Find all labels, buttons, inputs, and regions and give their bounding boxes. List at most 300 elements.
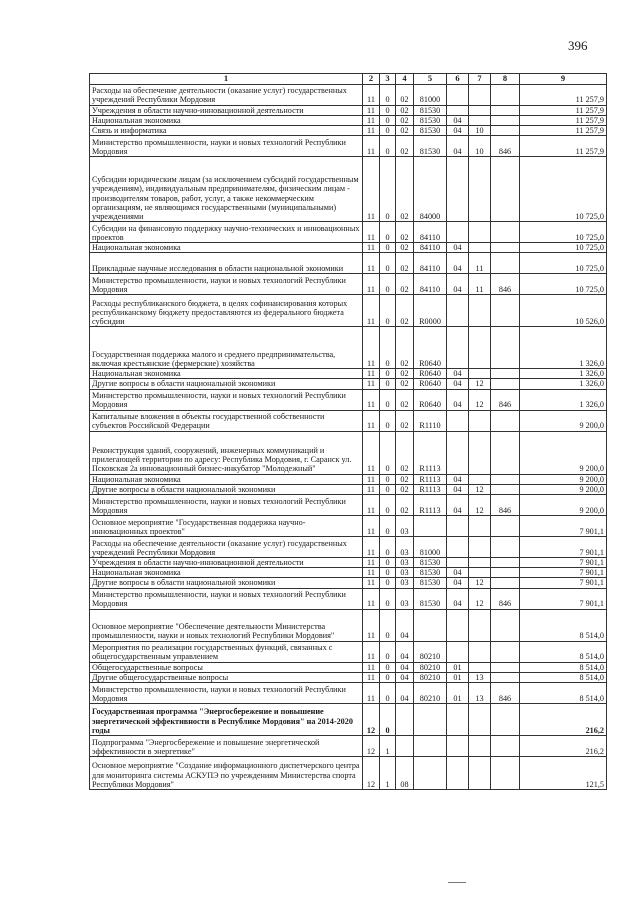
subchapter-code-cell: [469, 537, 491, 558]
table-row: [90, 474, 607, 484]
chapter-code-cell: 04: [447, 136, 469, 157]
event-code-cell: 04: [396, 641, 414, 662]
amount-cell: 1 326,0: [520, 379, 607, 389]
table-row: [90, 274, 607, 295]
chapter-code-cell: [447, 431, 469, 474]
expense-code-cell: [414, 703, 447, 735]
column-header: 2: [363, 74, 380, 85]
chapter-code-cell: 04: [447, 474, 469, 484]
amount-cell: 10 725,0: [520, 253, 607, 274]
expense-code-cell: 81000: [414, 84, 447, 105]
subprogram-code-cell: 0: [380, 495, 396, 516]
ministry-code-cell: [491, 672, 520, 682]
event-code-cell: 03: [396, 568, 414, 578]
expense-code-cell: 80210: [414, 682, 447, 703]
subprogram-code-cell: 0: [380, 641, 396, 662]
subprogram-code-cell: 0: [380, 222, 396, 243]
ministry-code-cell: [491, 157, 520, 222]
subprogram-code-cell: 0: [380, 474, 396, 484]
subchapter-code-cell: 12: [469, 495, 491, 516]
subchapter-code-cell: [469, 641, 491, 662]
row-name-cell: Министерство промышленности, науки и новых технологий Республики Мордовия: [90, 588, 363, 609]
event-code-cell: 02: [396, 295, 414, 327]
section-code-cell: 11: [363, 274, 380, 295]
chapter-code-cell: 04: [447, 568, 469, 578]
event-code-cell: 02: [396, 125, 414, 135]
section-code-cell: 11: [363, 125, 380, 135]
row-name-cell: Национальная экономика: [90, 568, 363, 578]
event-code-cell: 03: [396, 558, 414, 568]
chapter-code-cell: [447, 410, 469, 431]
chapter-code-cell: [447, 558, 469, 568]
table-row: [90, 253, 607, 274]
expense-code-cell: 84110: [414, 253, 447, 274]
column-header: 8: [491, 74, 520, 85]
amount-cell: 9 200,0: [520, 495, 607, 516]
subprogram-code-cell: 0: [380, 484, 396, 494]
subchapter-code-cell: 13: [469, 682, 491, 703]
event-code-cell: 04: [396, 609, 414, 641]
table-row: [90, 588, 607, 609]
section-code-cell: 11: [363, 537, 380, 558]
expense-code-cell: 81530: [414, 578, 447, 588]
subprogram-code-cell: 0: [380, 157, 396, 222]
chapter-code-cell: [447, 703, 469, 735]
row-name-cell: Расходы на обеспечение деятельности (оказание услуг) государственных учреждений Республики Мордовия: [90, 537, 363, 558]
row-name-cell: Другие вопросы в области национальной экономики: [90, 379, 363, 389]
subchapter-code-cell: 12: [469, 578, 491, 588]
page-mark: [448, 882, 466, 883]
table-row: [90, 609, 607, 641]
subprogram-code-cell: 0: [380, 558, 396, 568]
ministry-code-cell: [491, 662, 520, 672]
event-code-cell: [396, 703, 414, 735]
section-code-cell: 11: [363, 157, 380, 222]
event-code-cell: 02: [396, 495, 414, 516]
ministry-code-cell: [491, 327, 520, 369]
row-name-cell: Национальная экономика: [90, 369, 363, 379]
section-code-cell: 11: [363, 641, 380, 662]
chapter-code-cell: [447, 735, 469, 756]
subchapter-code-cell: [469, 662, 491, 672]
section-code-cell: 11: [363, 115, 380, 125]
section-code-cell: 11: [363, 682, 380, 703]
expense-code-cell: [414, 756, 447, 789]
ministry-code-cell: 846: [491, 274, 520, 295]
table-row: [90, 379, 607, 389]
expense-code-cell: 81530: [414, 115, 447, 125]
amount-cell: 10 725,0: [520, 222, 607, 243]
subchapter-code-cell: 10: [469, 136, 491, 157]
row-name-cell: Расходы республиканского бюджета, в целях софинансирования которых республиканскому бюджету предоставляются из федерального бюджета субсидии: [90, 295, 363, 327]
chapter-code-cell: 04: [447, 274, 469, 295]
table-row: [90, 295, 607, 327]
ministry-code-cell: 846: [491, 136, 520, 157]
subprogram-code-cell: 0: [380, 115, 396, 125]
expense-code-cell: [414, 735, 447, 756]
ministry-code-cell: [491, 243, 520, 253]
row-name-cell: Основное мероприятие "Государственная поддержка научно-инновационных проектов": [90, 516, 363, 537]
section-code-cell: 11: [363, 495, 380, 516]
event-code-cell: 02: [396, 136, 414, 157]
table-row: [90, 125, 607, 135]
table-row: [90, 558, 607, 568]
row-name-cell: Министерство промышленности, науки и новых технологий Республики Мордовия: [90, 495, 363, 516]
section-code-cell: 11: [363, 136, 380, 157]
event-code-cell: 02: [396, 222, 414, 243]
amount-cell: 7 901,1: [520, 516, 607, 537]
amount-cell: 8 514,0: [520, 609, 607, 641]
row-name-cell: Капитальные вложения в объекты государственной собственности субъектов Российской Федерации: [90, 410, 363, 431]
row-name-cell: Основное мероприятие "Обеспечение деятельности Министерства промышленности, науки и новых технологий Республики Мордовия": [90, 609, 363, 641]
amount-cell: 8 514,0: [520, 641, 607, 662]
subchapter-code-cell: 13: [469, 672, 491, 682]
table-row: [90, 516, 607, 537]
ministry-code-cell: [491, 578, 520, 588]
section-code-cell: 11: [363, 369, 380, 379]
table-row: [90, 105, 607, 115]
subchapter-code-cell: [469, 327, 491, 369]
expense-code-cell: 80210: [414, 672, 447, 682]
amount-cell: 216,2: [520, 703, 607, 735]
chapter-code-cell: 04: [447, 243, 469, 253]
subprogram-code-cell: 0: [380, 682, 396, 703]
ministry-code-cell: 846: [491, 389, 520, 410]
subprogram-code-cell: 1: [380, 735, 396, 756]
event-code-cell: 02: [396, 327, 414, 369]
section-code-cell: 11: [363, 516, 380, 537]
expense-code-cell: 81530: [414, 125, 447, 135]
amount-cell: 8 514,0: [520, 672, 607, 682]
ministry-code-cell: [491, 558, 520, 568]
expense-code-cell: 81000: [414, 537, 447, 558]
chapter-code-cell: [447, 295, 469, 327]
table-row: [90, 662, 607, 672]
ministry-code-cell: [491, 735, 520, 756]
chapter-code-cell: [447, 641, 469, 662]
expense-code-cell: R0640: [414, 389, 447, 410]
event-code-cell: 02: [396, 243, 414, 253]
page-number: 396: [568, 38, 588, 53]
column-header: 7: [469, 74, 491, 85]
chapter-code-cell: [447, 756, 469, 789]
expense-code-cell: R1113: [414, 484, 447, 494]
expense-code-cell: 84000: [414, 157, 447, 222]
expense-code-cell: R0640: [414, 369, 447, 379]
subprogram-code-cell: 0: [380, 389, 396, 410]
chapter-code-cell: 04: [447, 484, 469, 494]
row-name-cell: Другие общегосударственные вопросы: [90, 672, 363, 682]
table-row: [90, 410, 607, 431]
subchapter-code-cell: [469, 243, 491, 253]
expense-code-cell: R0640: [414, 379, 447, 389]
section-code-cell: 11: [363, 568, 380, 578]
ministry-code-cell: [491, 222, 520, 243]
subprogram-code-cell: 0: [380, 568, 396, 578]
ministry-code-cell: [491, 568, 520, 578]
ministry-code-cell: [491, 253, 520, 274]
event-code-cell: 02: [396, 369, 414, 379]
amount-cell: 9 200,0: [520, 410, 607, 431]
section-code-cell: 11: [363, 431, 380, 474]
subprogram-code-cell: 0: [380, 84, 396, 105]
row-name-cell: Национальная экономика: [90, 243, 363, 253]
table-row: [90, 682, 607, 703]
event-code-cell: 02: [396, 105, 414, 115]
ministry-code-cell: [491, 295, 520, 327]
row-name-cell: Государственная поддержка малого и среднего предпринимательства, включая крестьянские (фермерские) хозяйства: [90, 327, 363, 369]
amount-cell: 9 200,0: [520, 431, 607, 474]
expense-code-cell: 84110: [414, 222, 447, 243]
amount-cell: 11 257,9: [520, 105, 607, 115]
amount-cell: 1 326,0: [520, 327, 607, 369]
row-name-cell: Основное мероприятие "Создание информационного диспетчерского центра для мониторинга системы АСКУПЭ по учреждениям Министерства спорта Республики Мордовия": [90, 756, 363, 789]
subprogram-code-cell: 0: [380, 369, 396, 379]
expense-code-cell: R1113: [414, 431, 447, 474]
subchapter-code-cell: [469, 558, 491, 568]
section-code-cell: 12: [363, 703, 380, 735]
subchapter-code-cell: [469, 410, 491, 431]
subprogram-code-cell: 0: [380, 672, 396, 682]
section-code-cell: 11: [363, 474, 380, 484]
ministry-code-cell: 846: [491, 495, 520, 516]
chapter-code-cell: [447, 84, 469, 105]
row-name-cell: Связь и информатика: [90, 125, 363, 135]
table-row: [90, 578, 607, 588]
expense-code-cell: R0640: [414, 327, 447, 369]
row-name-cell: Министерство промышленности, науки и новых технологий Республики Мордовия: [90, 136, 363, 157]
subchapter-code-cell: [469, 568, 491, 578]
subchapter-code-cell: [469, 431, 491, 474]
subprogram-code-cell: 0: [380, 410, 396, 431]
section-code-cell: 11: [363, 295, 380, 327]
table-header-row: [90, 74, 607, 85]
expense-code-cell: R1110: [414, 410, 447, 431]
chapter-code-cell: 04: [447, 588, 469, 609]
subprogram-code-cell: 0: [380, 516, 396, 537]
section-code-cell: 11: [363, 410, 380, 431]
chapter-code-cell: 01: [447, 672, 469, 682]
event-code-cell: 02: [396, 474, 414, 484]
amount-cell: 11 257,9: [520, 136, 607, 157]
subchapter-code-cell: [469, 703, 491, 735]
amount-cell: 7 901,1: [520, 537, 607, 558]
table-row: [90, 243, 607, 253]
amount-cell: 10 526,0: [520, 295, 607, 327]
column-header: 3: [380, 74, 396, 85]
subchapter-code-cell: [469, 735, 491, 756]
section-code-cell: 12: [363, 735, 380, 756]
subprogram-code-cell: 0: [380, 609, 396, 641]
table-row: [90, 703, 607, 735]
subprogram-code-cell: 0: [380, 703, 396, 735]
column-header: 9: [520, 74, 607, 85]
amount-cell: 8 514,0: [520, 682, 607, 703]
chapter-code-cell: [447, 537, 469, 558]
row-name-cell: Мероприятия по реализации государственных функций, связанных с общегосударственным управлением: [90, 641, 363, 662]
row-name-cell: Национальная экономика: [90, 115, 363, 125]
ministry-code-cell: 846: [491, 588, 520, 609]
subchapter-code-cell: [469, 84, 491, 105]
event-code-cell: 04: [396, 662, 414, 672]
amount-cell: 11 257,9: [520, 125, 607, 135]
subchapter-code-cell: [469, 369, 491, 379]
event-code-cell: 02: [396, 484, 414, 494]
amount-cell: 10 725,0: [520, 243, 607, 253]
chapter-code-cell: 04: [447, 379, 469, 389]
event-code-cell: 02: [396, 157, 414, 222]
budget-table: [89, 73, 607, 790]
amount-cell: 7 901,1: [520, 588, 607, 609]
subprogram-code-cell: 0: [380, 253, 396, 274]
expense-code-cell: 80210: [414, 641, 447, 662]
subprogram-code-cell: 0: [380, 295, 396, 327]
event-code-cell: 03: [396, 578, 414, 588]
ministry-code-cell: 846: [491, 682, 520, 703]
subprogram-code-cell: 0: [380, 125, 396, 135]
expense-code-cell: 84110: [414, 274, 447, 295]
table-row: [90, 735, 607, 756]
ministry-code-cell: [491, 641, 520, 662]
amount-cell: 8 514,0: [520, 662, 607, 672]
section-code-cell: 12: [363, 756, 380, 789]
event-code-cell: 03: [396, 516, 414, 537]
subprogram-code-cell: 0: [380, 379, 396, 389]
ministry-code-cell: [491, 756, 520, 789]
table-row: [90, 756, 607, 789]
subchapter-code-cell: [469, 756, 491, 789]
subprogram-code-cell: 0: [380, 578, 396, 588]
ministry-code-cell: [491, 379, 520, 389]
subprogram-code-cell: 0: [380, 136, 396, 157]
amount-cell: 10 725,0: [520, 274, 607, 295]
row-name-cell: Общегосударственные вопросы: [90, 662, 363, 672]
event-code-cell: 02: [396, 379, 414, 389]
event-code-cell: 03: [396, 537, 414, 558]
section-code-cell: 11: [363, 327, 380, 369]
event-code-cell: 04: [396, 682, 414, 703]
chapter-code-cell: 04: [447, 369, 469, 379]
section-code-cell: 11: [363, 243, 380, 253]
section-code-cell: 11: [363, 484, 380, 494]
section-code-cell: 11: [363, 609, 380, 641]
subprogram-code-cell: 0: [380, 243, 396, 253]
table-row: [90, 327, 607, 369]
amount-cell: 9 200,0: [520, 484, 607, 494]
chapter-code-cell: 04: [447, 115, 469, 125]
row-name-cell: Национальная экономика: [90, 474, 363, 484]
subchapter-code-cell: 12: [469, 484, 491, 494]
table-row: [90, 84, 607, 105]
subchapter-code-cell: 12: [469, 588, 491, 609]
subprogram-code-cell: 0: [380, 588, 396, 609]
section-code-cell: 11: [363, 662, 380, 672]
ministry-code-cell: [491, 516, 520, 537]
ministry-code-cell: [491, 115, 520, 125]
section-code-cell: 11: [363, 558, 380, 568]
amount-cell: 11 257,9: [520, 115, 607, 125]
amount-cell: 9 200,0: [520, 474, 607, 484]
event-code-cell: 03: [396, 588, 414, 609]
subchapter-code-cell: [469, 115, 491, 125]
row-name-cell: Субсидии юридическим лицам (за исключением субсидий государственным учреждениям), индивидуальным предпринимателям, физическим лицам - производителям товаров, работ, услуг, а также некоммерческим организациям, не являющимся государственными (муниципальными) учреждениями: [90, 157, 363, 222]
amount-cell: 10 725,0: [520, 157, 607, 222]
row-name-cell: Учреждения в области научно-инновационной деятельности: [90, 105, 363, 115]
section-code-cell: 11: [363, 578, 380, 588]
column-header: 1: [90, 74, 363, 85]
chapter-code-cell: [447, 327, 469, 369]
chapter-code-cell: [447, 222, 469, 243]
table-row: [90, 641, 607, 662]
row-name-cell: Другие вопросы в области национальной экономики: [90, 484, 363, 494]
section-code-cell: 11: [363, 672, 380, 682]
subchapter-code-cell: [469, 609, 491, 641]
amount-cell: 7 901,1: [520, 578, 607, 588]
subchapter-code-cell: 11: [469, 253, 491, 274]
chapter-code-cell: 04: [447, 495, 469, 516]
row-name-cell: Государственная программа "Энергосбережение и повышение энергетической эффективности в Республике Мордовия" на 2014-2020 годы: [90, 703, 363, 735]
section-code-cell: 11: [363, 253, 380, 274]
subprogram-code-cell: 1: [380, 756, 396, 789]
row-name-cell: Министерство промышленности, науки и новых технологий Республики Мордовия: [90, 682, 363, 703]
subprogram-code-cell: 0: [380, 274, 396, 295]
amount-cell: 7 901,1: [520, 568, 607, 578]
amount-cell: 11 257,9: [520, 84, 607, 105]
chapter-code-cell: 01: [447, 682, 469, 703]
row-name-cell: Реконструкция зданий, сооружений, инженерных коммуникаций и прилегающей территории по адресу: Республика Мордовия, г. Саранск ул. Псковская 2а инновационный бизнес-инкубатор "Молодежный": [90, 431, 363, 474]
amount-cell: 121,5: [520, 756, 607, 789]
section-code-cell: 11: [363, 222, 380, 243]
ministry-code-cell: [491, 369, 520, 379]
chapter-code-cell: [447, 105, 469, 115]
section-code-cell: 11: [363, 379, 380, 389]
expense-code-cell: 81530: [414, 105, 447, 115]
ministry-code-cell: [491, 410, 520, 431]
subchapter-code-cell: 12: [469, 389, 491, 410]
expense-code-cell: 81530: [414, 588, 447, 609]
event-code-cell: 02: [396, 274, 414, 295]
ministry-code-cell: [491, 703, 520, 735]
amount-cell: 7 901,1: [520, 558, 607, 568]
chapter-code-cell: 04: [447, 578, 469, 588]
amount-cell: 1 326,0: [520, 369, 607, 379]
subprogram-code-cell: 0: [380, 662, 396, 672]
event-code-cell: 02: [396, 389, 414, 410]
event-code-cell: 08: [396, 756, 414, 789]
expense-code-cell: [414, 609, 447, 641]
row-name-cell: Министерство промышленности, науки и новых технологий Республики Мордовия: [90, 389, 363, 410]
subprogram-code-cell: 0: [380, 537, 396, 558]
event-code-cell: [396, 735, 414, 756]
amount-cell: 216,2: [520, 735, 607, 756]
subchapter-code-cell: [469, 105, 491, 115]
section-code-cell: 11: [363, 84, 380, 105]
amount-cell: 1 326,0: [520, 389, 607, 410]
chapter-code-cell: 04: [447, 253, 469, 274]
subchapter-code-cell: [469, 516, 491, 537]
ministry-code-cell: [491, 609, 520, 641]
table-row: [90, 136, 607, 157]
expense-code-cell: [414, 516, 447, 537]
ministry-code-cell: [491, 84, 520, 105]
row-name-cell: Субсидии на финансовую поддержку научно-технических и инновационных проектов: [90, 222, 363, 243]
subchapter-code-cell: [469, 295, 491, 327]
row-name-cell: Прикладные научные исследования в области национальной экономики: [90, 253, 363, 274]
subprogram-code-cell: 0: [380, 431, 396, 474]
subchapter-code-cell: [469, 222, 491, 243]
row-name-cell: Расходы на обеспечение деятельности (оказание услуг) государственных учреждений Республики Мордовия: [90, 84, 363, 105]
table-row: [90, 672, 607, 682]
